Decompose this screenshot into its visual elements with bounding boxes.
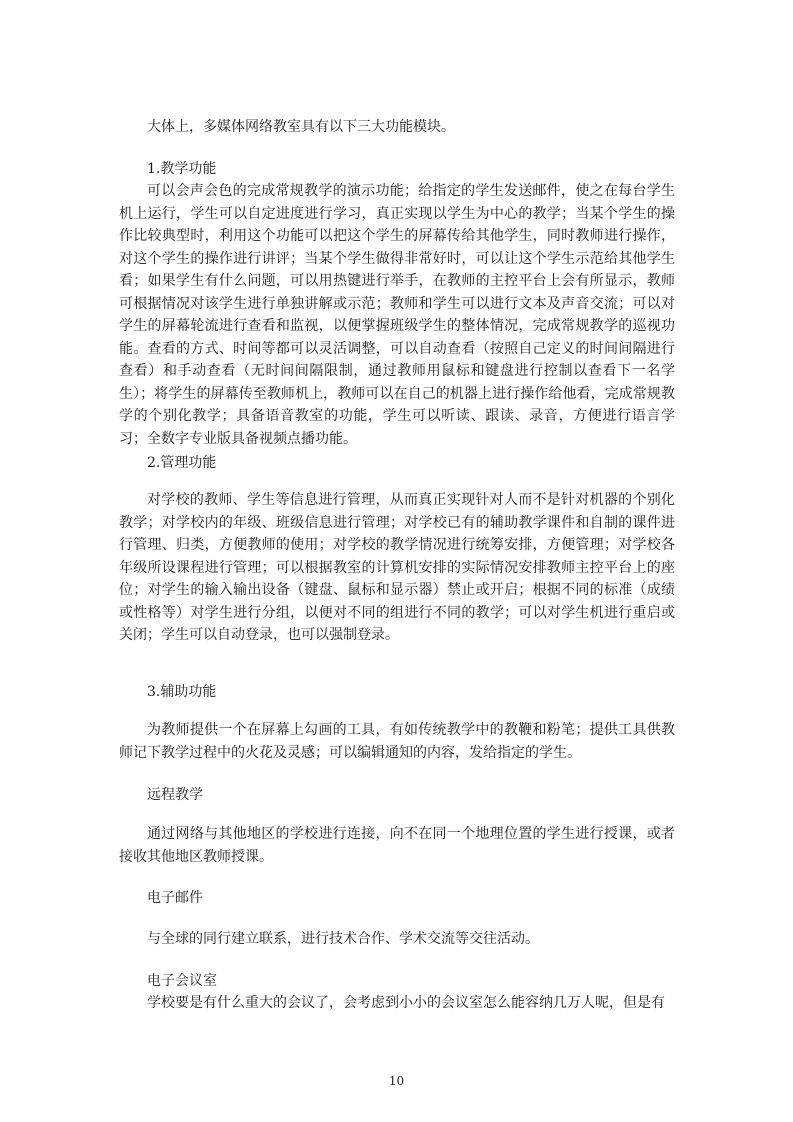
section-heading-email: 电子邮件 [147,890,203,906]
section-body-conference: 学校要是有什么重大的会议了，会考虑到小小的会议室怎么能容纳几万人呢，但是有 [147,995,665,1011]
section-body-teaching: 可以会声会色的完成常规教学的演示功能；给指定的学生发送邮件，使之在每台学生机上运行，学生可以自定进度进行学习，真正实现以学生为中心的教学；当某个学生的操作比较典型时，利用这个功能可以把这个学生的屏幕传给其他学生，同时教师进行操作，对这个学生的操作进行讲评；当某个学生做得非常好时，可以让这个学生示范给其他学生看；如果学生有什么问题，可以用热键进行举手，在教师的主控平台上会有所显示，教师可根据情况对该学生进行单独讲解或示范；教师和学生可以进行文本及声音交流；可以对学生的屏幕轮流进行查看和监视，以便掌握班级学生的整体情况，完成常规教学的巡视功能。查看的方式、时间等都可以灵活调整，可以自动查看（按照自己定义的时间间隔进行查看）和手动查看（无时间间隔限制，通过教师用鼠标和键盘进行控制以查看下一名学生）；将学生的屏幕传至教师机上，教师可以在自己的机器上进行操作给他看，完成常规教学的个别化教学；具备语音教室的功能，学生可以听读、跟读、录音，方便进行语言学习；全数字专业版具备视频点播功能。 [119,183,675,447]
section-heading-auxiliary: 3.辅助功能 [147,684,217,700]
section-body-management: 对学校的教师、学生等信息进行管理，从而真正实现针对人而不是针对机器的个别化教学；对学校内的年级、班级信息进行管理；对学校已有的辅助教学课件和自制的课件进行管理、归类，方便教师的使用；对学校的教学情况进行统筹安排，方便管理；对学校各年级所设课程进行管理；可以根据教室的计算机安排的实际情况安排教师主控平台上的座位；对学生的输入输出设备（键盘、鼠标和显示器）禁止或开启；根据不同的标准（成绩或性格等）对学生进行分组，以便对不同的组进行不同的教学；可以对学生机进行重启或关闭；学生可以自动登录，也可以强制登录。 [119,492,675,643]
section-heading-teaching: 1.教学功能 [147,161,217,177]
section-heading-management: 2.管理功能 [147,455,217,471]
section-body-remote: 通过网络与其他地区的学校进行连接，向不在同一个地理位置的学生进行授课，或者接收其他地区教师授课。 [119,826,675,865]
section-heading-conference: 电子会议室 [147,973,217,989]
section-heading-remote: 远程教学 [147,787,203,803]
section-body-email: 与全球的同行建立联系，进行技术合作、学术交流等交往活动。 [147,931,539,947]
page-number: 10 [388,1074,405,1088]
section-body-auxiliary: 为教师提供一个在屏幕上勾画的工具，有如传统教学中的教鞭和粉笔；提供工具供教师记下教学过程中的火花及灵感；可以编辑通知的内容，发给指定的学生。 [119,722,675,761]
intro-paragraph: 大体上，多媒体网络教室具有以下三大功能模块。 [147,119,455,135]
